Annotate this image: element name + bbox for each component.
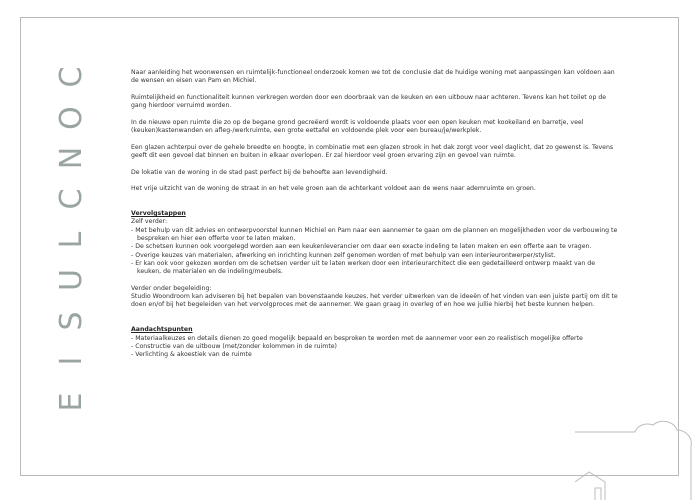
list-item: - De schetsen kunnen ook voorgelegd worden aan een keukenleverancier om daar een exacte indeling te laten maken en een offerte aan te vragen. xyxy=(131,243,592,251)
title-letter: C xyxy=(54,66,89,88)
paragraph: De lokatie van de woning in de stad past perfect bij de behoefte aan levendigheid. xyxy=(131,168,388,176)
vertical-title xyxy=(52,62,92,417)
title-letter: O xyxy=(54,105,89,130)
title-letter: N xyxy=(54,147,89,170)
list-item: - Er kan ook voor gekozen worden om de schetsen verder uit te laten werken door een interieurarchitect die een gedetailleerd ontwerp maakt van de keuken, de materialen en de indeling/meubels. xyxy=(131,259,596,276)
paragraph: In de nieuwe open ruimte die zo op de begane grond gecreëerd wordt is voldoende plaats voor een open keuken met kookeiland en barretje, veel (keuken)kastenwanden en afleg-/werkruimte, een grote eettafel en voldoende plek voor een bureau/je/werkplek. xyxy=(131,118,584,135)
section-heading-vervolgstappen: Vervolgstappen xyxy=(131,210,186,218)
list-item: - Materiaalkeuzes en details dienen zo goed mogelijk bepaald en besproken te worden met de aannemer voor een zo realistisch mogelijke offerte xyxy=(131,334,583,342)
body-text xyxy=(131,69,621,359)
section-heading-aandachtspunten: Aandachtspunten xyxy=(131,326,193,334)
title-letter: E xyxy=(54,392,89,412)
vervolg-list xyxy=(131,227,621,277)
list-item: - Met behulp van dit advies en ontwerpvoorstel kunnen Michiel en Pam naar een aannemer te gaan om de plannen en mogelijkheden voor de verbouwing te bespreken en hier een offerte voor te laten maken. xyxy=(131,226,618,242)
title-letter: L xyxy=(54,231,89,248)
title-letter: S xyxy=(54,311,89,331)
subheading-begeleiding: Verder onder begeleiding: xyxy=(131,284,212,292)
title-letter: C xyxy=(54,188,89,210)
house-outline-icon xyxy=(575,420,695,500)
paragraph: Het vrije uitzicht van de woning de straat in en het vele groen aan de achterkant voldoet aan de wens naar ademruimte en groen. xyxy=(131,185,536,193)
paragraph: Een glazen achterpui over de gehele breedte en hoogte, in combinatie met een glazen strook in het dak zorgt voor veel daglicht, dat zo gewenst is. Tevens geeft dit een gevoel dat binnen en buiten in elkaar overlopen. Er zal hierdoor veel groen ervaring zijn en gevoel van ruimte. xyxy=(131,143,614,159)
list-item: - Overige keuzes van materialen, afwerking en inrichting kunnen zelf genomen worden of met behulp van een interieurontwerper/stylist. xyxy=(131,251,556,259)
aandacht-list xyxy=(131,335,621,360)
subheading-zelf-verder: Zelf verder: xyxy=(131,218,168,226)
paragraph-begeleiding: Studio Woondroom kan adviseren bij het bepalen van bovenstaande keuzes, het verder uitwerken van de ideeën of het vinden van een juiste partij om dit te doen en/of bij het begeleiden van het vervolgproces met de aannemer. We gaan graag in overleg of en hoe we jullie hierbij het beste kunnen helpen. xyxy=(131,293,618,309)
title-letter: U xyxy=(54,269,89,292)
paragraph: Naar aanleiding het woonwensen en ruimtelijk-functioneel onderzoek komen we tot de conclusie dat de huidige woning met aanpassingen kan voldoen aan de wensen en eisen van Pam en Michiel. xyxy=(131,69,615,85)
list-item: - Constructie van de uitbouw (met/zonder kolommen in de ruimte) xyxy=(131,342,337,350)
title-letter: I xyxy=(54,356,89,366)
list-item: - Verlichting & akoestiek van de ruimte xyxy=(131,351,252,359)
paragraph: Ruimtelijkheid en functionaliteit kunnen verkregen worden door een doorbraak van de keuken en een uitbouw naar achteren. Tevens kan het toilet op de gang hierdoor verruimd worden. xyxy=(131,93,607,110)
